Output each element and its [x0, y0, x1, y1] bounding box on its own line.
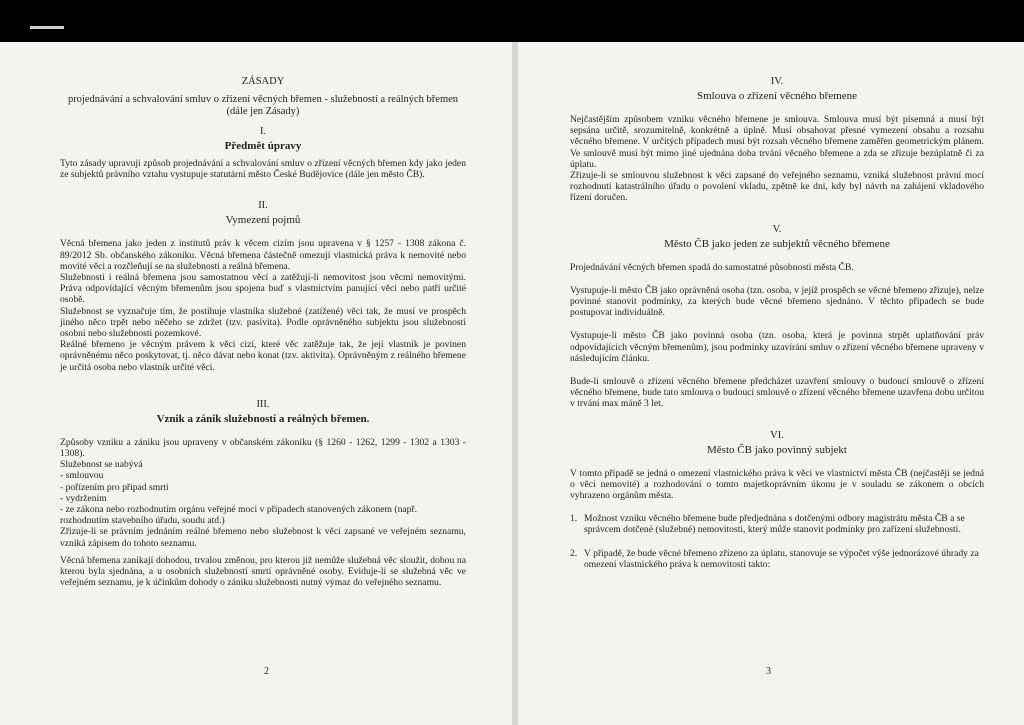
section-3-paragraph-2: Služebnost se nabývá	[60, 459, 143, 471]
section-3-list	[60, 470, 466, 526]
section-3-paragraph-3: Zřizuje-li se právním jednáním reálné břemeno nebo služebnost k věci zapsané ve veřejném seznamu, vzniká zápisem do tohoto seznamu.	[60, 526, 466, 549]
section-2-heading: Vymezení pojmů	[225, 214, 301, 227]
section-3-number: III.	[256, 398, 270, 410]
section-6-paragraph-1: V tomto případě se jedná o omezení vlastnického práva k věci ve vlastnictví města ČB (nejčastěji se jedná o věci nemovité) a rozhodování o tomto majetkoprávním úkonu je v souladu se zákonem o obcích vyhrazeno orgánům města.	[570, 467, 984, 502]
section-5-paragraph-4: Bude-li smlouvě o zřízení věcného břemene předcházet uzavření smlouvy o budoucí smlouvě o zřízení věcného břemene, bude tato smlouva o budoucí smlouvě o zřízení věcného břemene uzavřena dobu určitou v trvání max máně 3 let.	[570, 376, 984, 410]
list-item: - vydržením	[60, 492, 107, 504]
page-number: 2	[264, 666, 269, 677]
section-6-heading: Město ČB jako povinný subjekt	[707, 443, 847, 456]
section-3-paragraph-4: Věcná břemena zanikají dohodou, trvalou změnou, pro kterou již nemůže služebná věc sloužit, dobou na kterou byla sjednána, a u osobních služebností smrtí oprávněné osoby. Eviduje-li se služebná věc ve veřejném seznamu, je k účinkům dohody o zániku služebnosti nutný výmaz do veřejného seznamu.	[60, 554, 466, 589]
section-1-heading: Předmět úpravy	[224, 140, 302, 152]
list-item: - pořízením pro případ smrti	[60, 481, 169, 493]
section-3-paragraph-1: Způsoby vzniku a zániku jsou upraveny v občanském zákoníku (§ 1260 - 1262, 1299 - 1302 a 1303 - 1308).	[60, 436, 466, 460]
section-3-heading: Vznik a zánik služebností a reálných břemen.	[156, 412, 370, 425]
section-5-paragraph-2: Vystupuje-li město ČB jako oprávněná osoba (tzn. osoba, v jejíž prospěch se věcné břemeno zřizuje), nelze povinné stanovit podmínky, za kterých bude věcné břemeno sjednáno. V těchto případech se bude postupovat individuálně.	[570, 284, 984, 319]
section-5-paragraph-3: Vystupuje-li město ČB jako povinná osoba (tzn. osoba, která je povinna strpět uplatňování práv odpovídajících věcným břemenům), jsou podmínky uzavírání smluv o zřízení věcného břemene upraveny v následujícím článku.	[570, 330, 984, 364]
section-2-paragraph-4: Reálné břemeno je věcným právem k věci cizí, které věc zatěžuje tak, že její vlastník je povinen oprávněnému něco poskytovat, tj. něco dávat nebo konat (tzv. aktivita). Oprávněným z reálného břemene je určitá osoba nebo vlastník určité věci.	[60, 339, 466, 373]
list-item: - ze zákona nebo rozhodnutím orgánu veřejné moci v případech stanovených zákonem (např. rozhodnutím stavebního úřadu, soudu atd.)	[60, 504, 418, 527]
section-4-heading: Smlouva o zřízení věcného břemene	[696, 90, 858, 102]
section-4-paragraph-2: Zřizuje-li se smlouvou služebnost k věci zapsané do veřejného seznamu, vzniká služebnost právní mocí rozhodnutí katastrálního úřadu o povolení vkladu, zpětně ke dni, kdy byl návrh na zahájení vkladového řízení doručen.	[570, 170, 984, 204]
section-5-heading: Město ČB jako jeden ze subjektů věcného břemene	[664, 237, 890, 250]
section-4-number: IV.	[770, 76, 784, 87]
section-6-number: VI.	[770, 429, 784, 441]
numbered-item-1: 1. Možnost vzniku věcného břemene bude předjednána s dotčenými odbory magistrátu města ČB a se správcem dotčené (služebné) nemovitosti, který může stanovit podmínky pro zařízení služebnosti.	[570, 513, 965, 536]
page-right	[518, 42, 1024, 725]
page-left	[0, 42, 512, 725]
section-4-paragraph-1: Nejčastějším způsobem vzniku věcného břemene je smlouva. Smlouva musí být písemná a musí být sepsána určitě, srozumitelně, konkrétně a úplně. Musí obsahovat přesné vymezení obsahu a rozsahu věcného břemene. V určitých případech musí být rozsah věcného břemene zaměřen geometrickým plánem. Ve smlouvě musí být mimo jiné ujednána doba trvání věcného břemene a zda se zřizuje bezúplatně či za úplatu.	[570, 114, 984, 170]
section-1-number: I.	[259, 126, 267, 137]
section-5-number: V.	[772, 223, 782, 235]
section-2-paragraph-1: Věcná břemena jako jeden z institutů práv k věcem cizím jsou upravena v § 1257 - 1308 zákona č. 89/2012 Sb. občanského zákoníku. Věcná břemena částečně omezují vlastnická práva k nemovité nebo movité věci a rozčleňují se na služebnosti a reálná břemena.	[60, 238, 466, 272]
page-number: 3	[766, 666, 771, 677]
doc-title: ZÁSADY	[241, 76, 285, 87]
section-2-number: II.	[258, 200, 268, 212]
section-1-text: Tyto zásady upravují způsob projednávání a schvalování smluv o zřízení věcných břemen kdy jako jeden ze subjektů právního vztahu vystupuje statutární město České Budějovice (dále jen město ČB).	[60, 158, 466, 181]
list-item: - smlouvou	[60, 470, 104, 482]
scan-artifact	[30, 26, 64, 29]
numbered-item-2: 2. V případě, že bude věcné břemeno zřízeno za úplatu, stanovuje se výpočet výše jednorázové úhrady za omezení vlastnického práva k nemovitosti takto:	[570, 547, 979, 570]
section-2-paragraph-3: Služebnost se vyznačuje tím, že postihuje vlastníka služebné (zatížené) věci tak, že musí ve prospěch jiného něco trpět nebo něčeho se zdržet (tzv. pasivita). Podle oprávněného subjektu jsou služebnosti osobní nebo služebnosti pozemkové.	[60, 305, 466, 340]
doc-subtitle: projednávání a schvalování smluv o zřízení věcných břemen - služebností a reálných břemen (dále jen Zásady)	[67, 94, 459, 117]
section-2-paragraph-2: Služebnosti i reálná břemena jsou samostatnou věcí a zatěžují-li nemovitost jsou věcmi nemovitými. Práva odpovídající věcným břemenům jsou spojena buď s vlastnictvím panující věci nebo patří určité osobě.	[60, 272, 466, 306]
section-5-paragraph-1: Projednávání věcných břemen spadá do samostatné působnosti města ČB.	[570, 261, 854, 273]
